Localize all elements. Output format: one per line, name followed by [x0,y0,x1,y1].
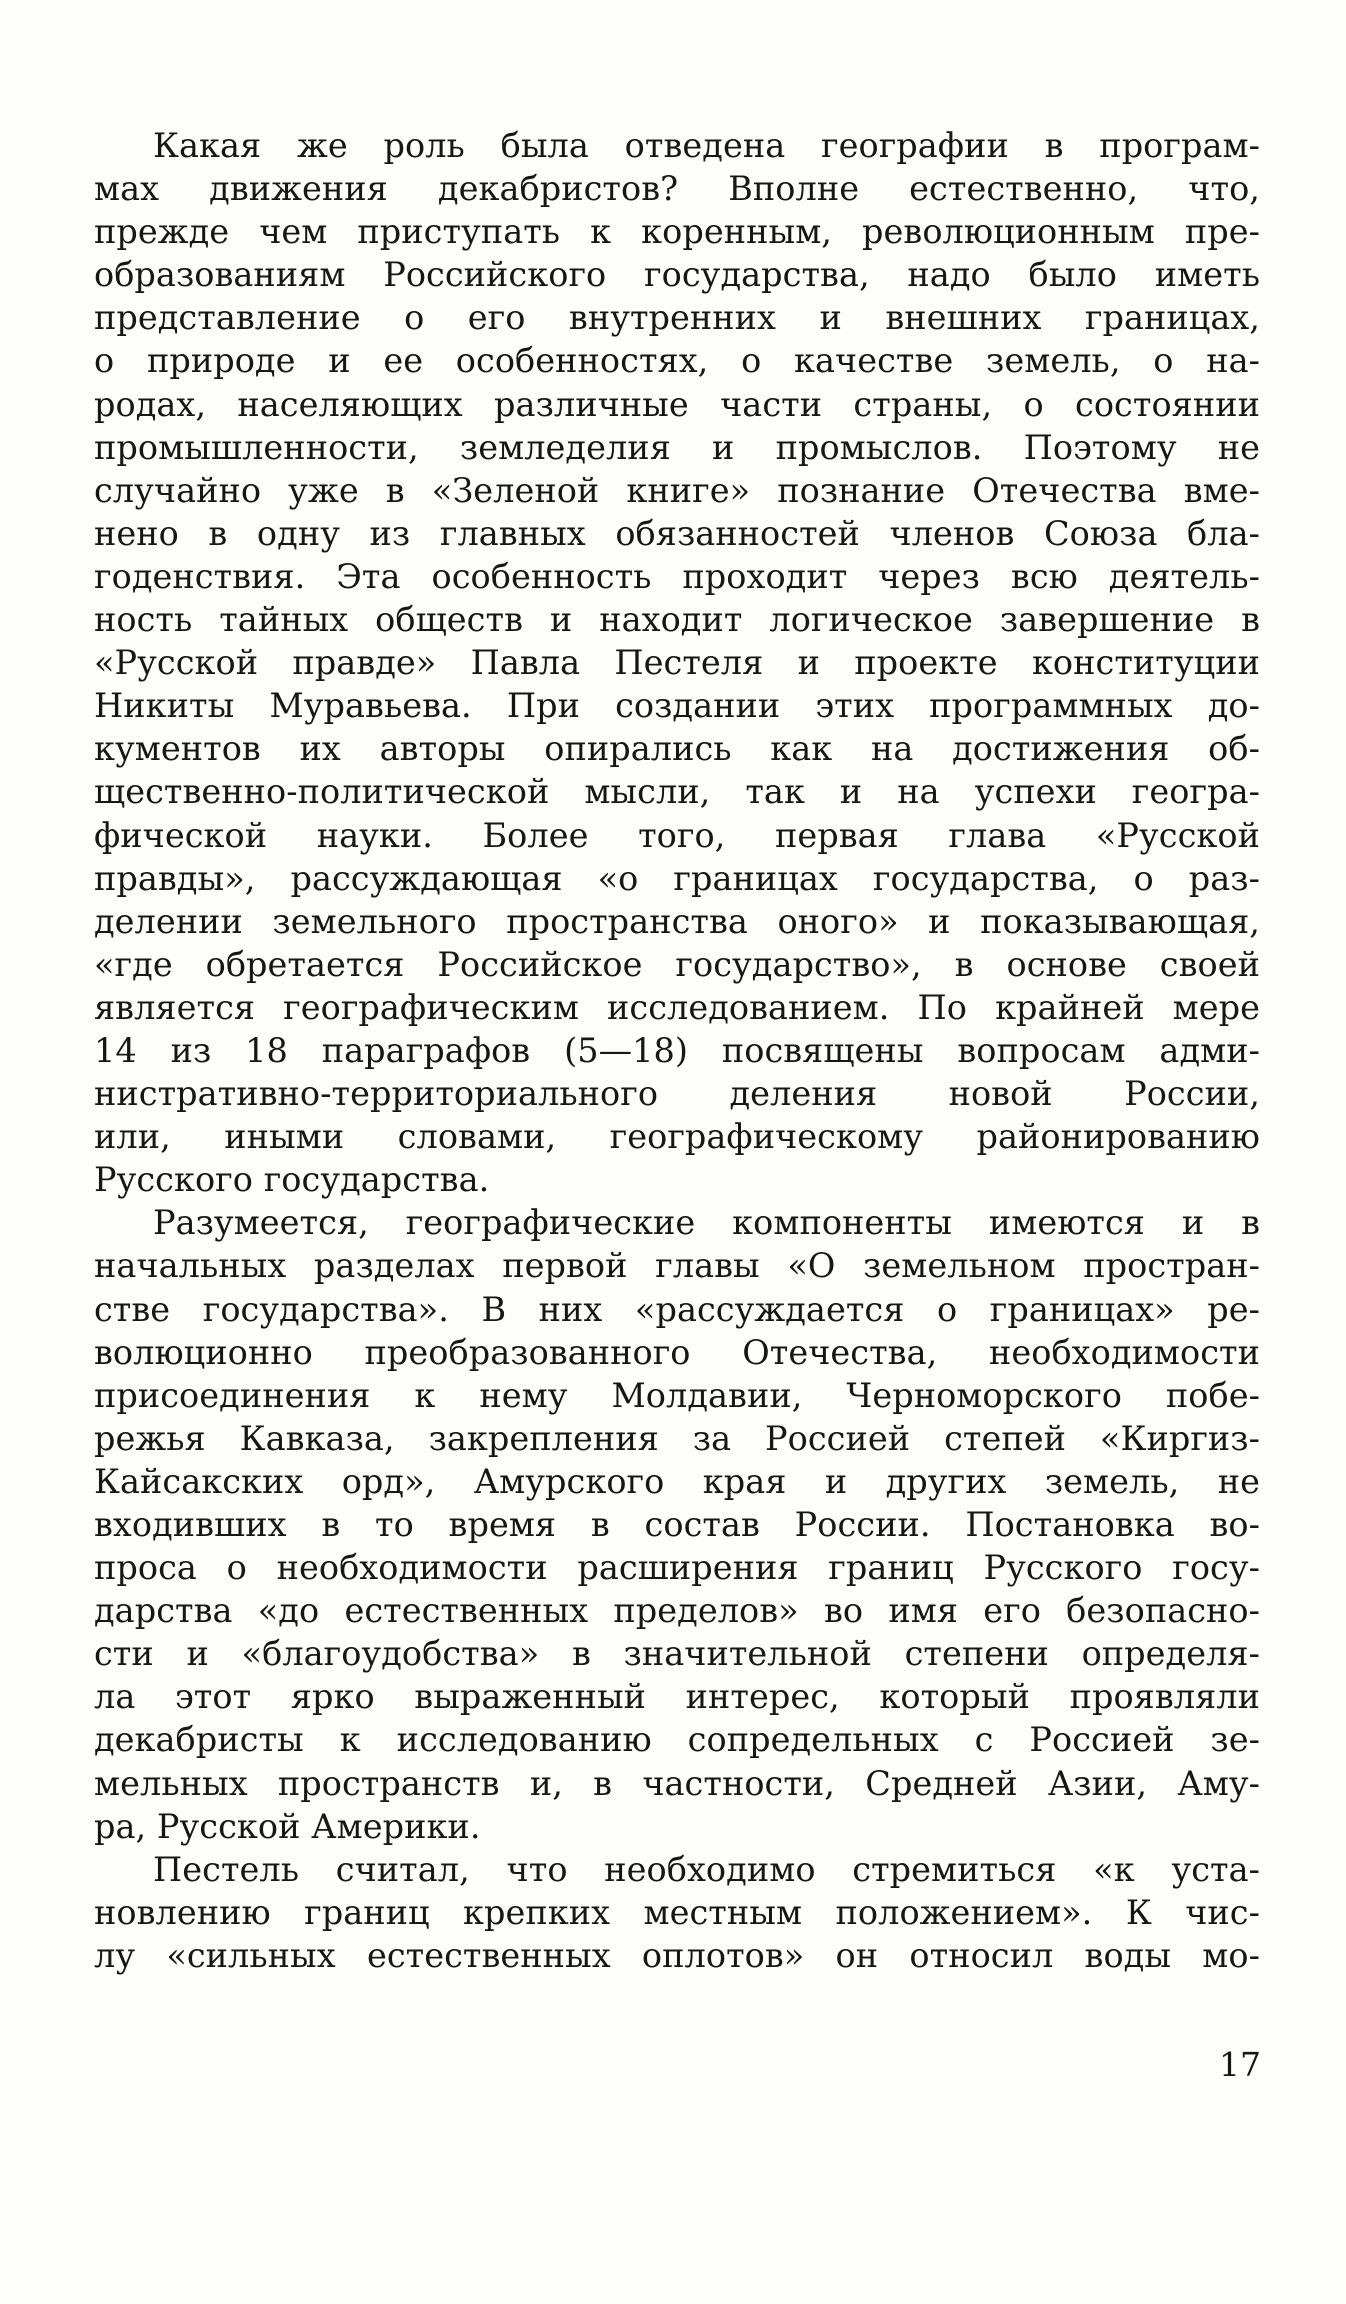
text-line: сти и «благоудобства» в значительной степени определя- [94,1634,1260,1674]
text-line: годенствия. Эта особенность проходит через всю деятель- [94,556,1260,596]
text-line: представление о его внутренних и внешних границах, [94,298,1260,338]
text-line: Кайсакских орд», Амурского края и других земель, не [94,1461,1260,1501]
text-line: щественно-политической мысли, так и на успехи геогра- [94,772,1260,812]
text-line: является географическим исследованием. По крайней мере [94,987,1260,1027]
text-line: Никиты Муравьева. При создании этих программных до- [94,686,1260,726]
text-line: лу «сильных естественных оплотов» он относил воды мо- [94,1935,1260,1975]
text-line: ра, Русской Америки. [94,1806,481,1846]
paragraph-3 [94,1848,1260,1977]
text-line: «Русской правде» Павла Пестеля и проекте конституции [94,643,1260,683]
text-line: Какая же роль была отведена географии в програм- [153,126,1260,165]
text-line: Русского государства. [94,1160,490,1200]
text-line: ла этот ярко выраженный интерес, который проявляли [94,1677,1260,1717]
text-line: фической науки. Более того, первая глава «Русской [94,815,1260,855]
text-line: или, иными словами, географическому районированию [94,1117,1260,1157]
text-line: о природе и ее особенностях, о качестве земель, о на- [94,341,1260,381]
text-line: кументов их авторы опирались как на достижения об- [94,729,1260,769]
text-line: декабристы к исследованию сопредельных с Россией зе- [94,1720,1260,1760]
text-line: присоединения к нему Молдавии, Черноморского побе- [94,1375,1260,1415]
text-line: Пестель считал, что необходимо стремиться «к уста- [153,1849,1260,1889]
text-line: начальных разделах первой главы «О земельном простран- [94,1246,1260,1286]
text-line: проса о необходимости расширения границ Русского госу- [94,1548,1260,1588]
text-line: родах, населяющих различные части страны, о состоянии [94,384,1260,424]
text-line: волюционно преобразованного Отечества, необходимости [94,1332,1260,1372]
text-line: нено в одну из главных обязанностей членов Союза бла- [94,513,1260,553]
body-text [94,124,1260,1977]
text-line: дарства «до естественных пределов» во имя его безопасно- [94,1591,1260,1631]
text-line: правды», рассуждающая «о границах государства, о раз- [94,858,1260,898]
text-line: образованиям Российского государства, надо было иметь [94,255,1260,295]
text-line: мах движения декабристов? Вполне естественно, что, [94,169,1260,209]
text-line: входивших в то время в состав России. Постановка во- [94,1505,1260,1544]
page-number: 17 [1219,2045,1261,2084]
text-line: мельных пространств и, в частности, Средней Азии, Аму- [94,1763,1260,1803]
text-line: 14 из 18 параграфов (5—18) посвящены вопросам адми- [94,1030,1260,1070]
text-line: промышленности, земледелия и промыслов. Поэтому не [94,427,1260,467]
text-line: новлению границ крепких местным положением». К чис- [94,1892,1260,1932]
text-line: «где обретается Российское государство», в основе своей [94,944,1260,984]
text-line: случайно уже в «Зеленой книге» познание Отечества вме- [94,470,1260,510]
text-line: стве государства». В них «рассуждается о границах» ре- [94,1289,1260,1329]
paragraph-1 [94,124,1260,1201]
text-line: режья Кавказа, закрепления за Россией степей «Киргиз- [94,1418,1260,1458]
text-line: Разумеется, географические компоненты имеются и в [153,1203,1260,1243]
text-line: ность тайных обществ и находит логическое завершение в [94,600,1260,640]
text-line: делении земельного пространства оного» и показывающая, [94,901,1260,941]
text-line: нистративно-территориального деления новой России, [94,1074,1260,1114]
text-line: прежде чем приступать к коренным, революционным пре- [94,212,1260,252]
paragraph-2 [94,1201,1260,1847]
